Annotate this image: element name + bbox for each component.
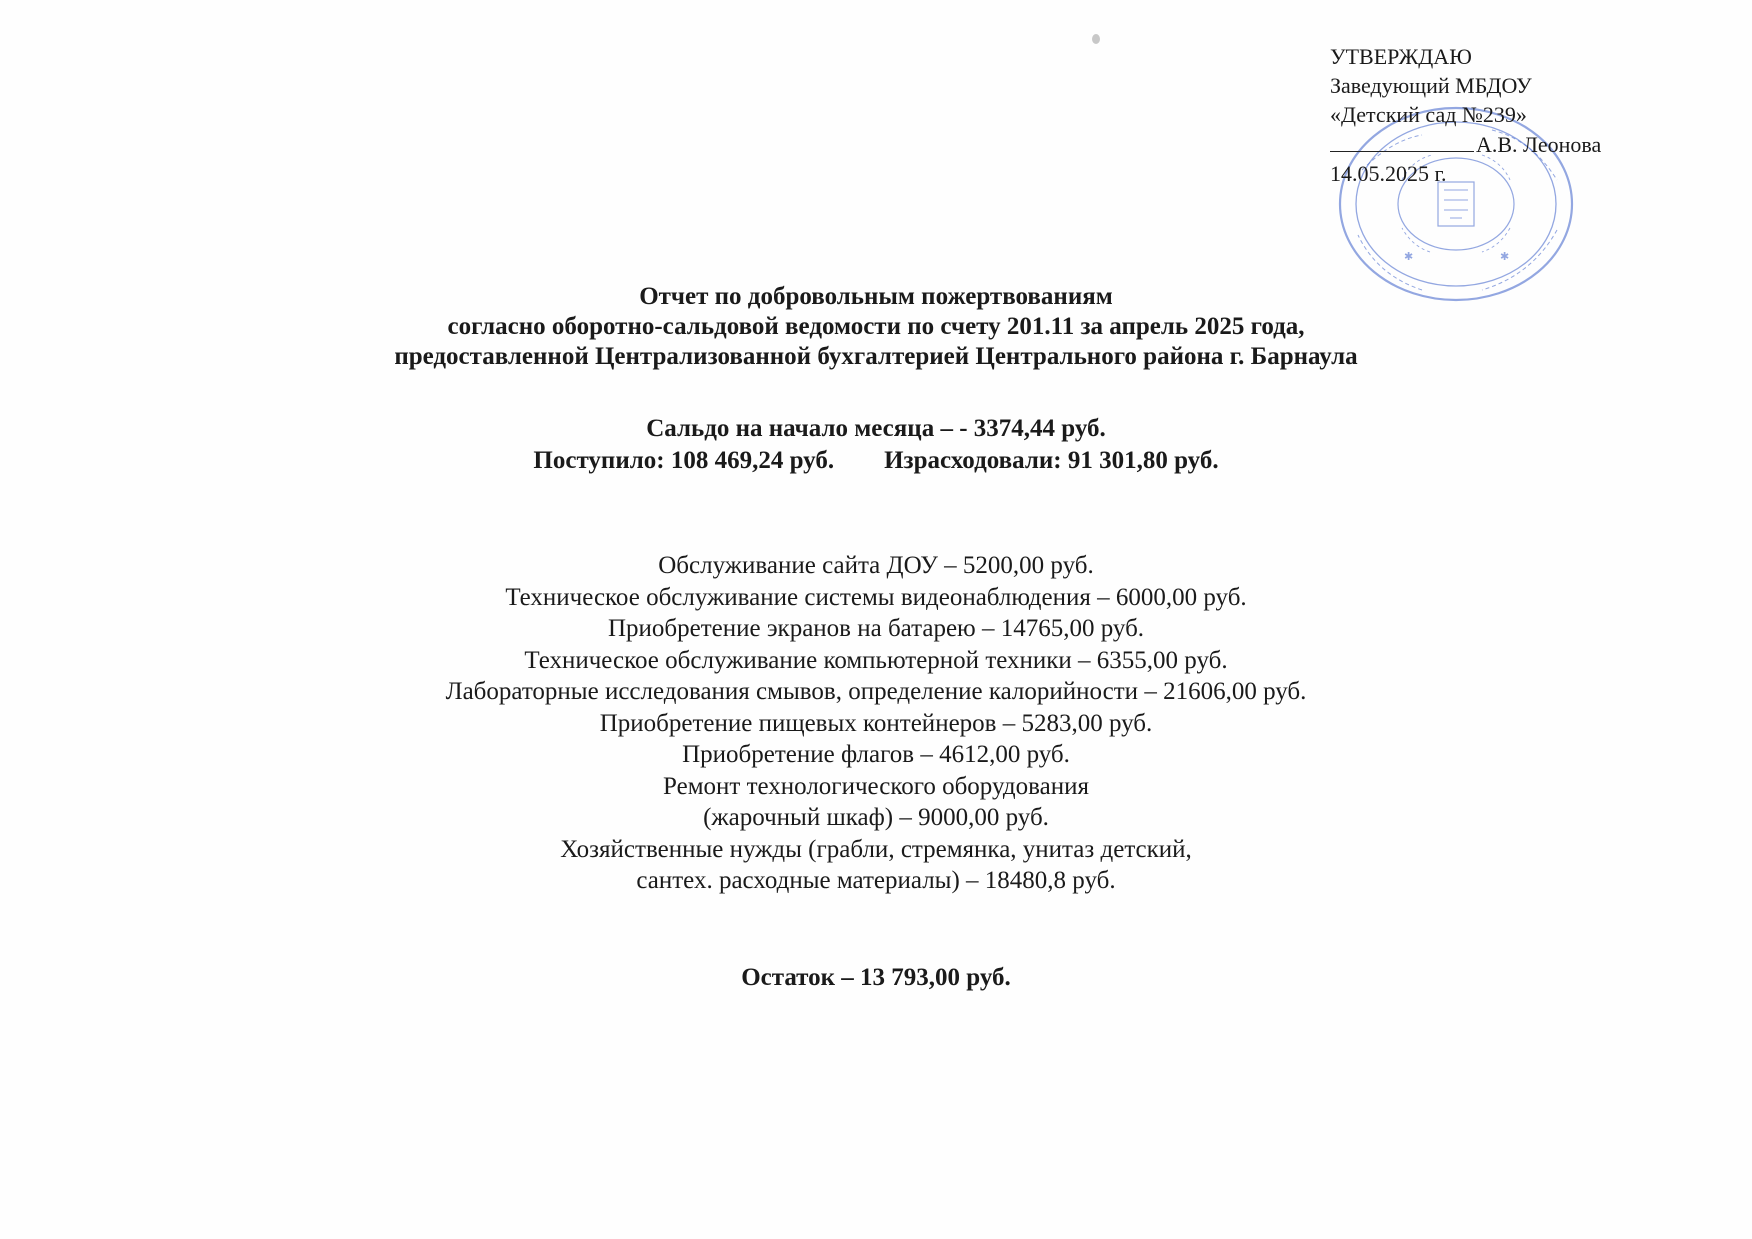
title-line-1: Отчет по добровольным пожертвованиям (639, 283, 1113, 310)
opening-balance: Сальдо на начало месяца – - 3374,44 руб. (646, 415, 1106, 442)
expense-line: Обслуживание сайта ДОУ – 5200,00 руб. (658, 552, 1094, 579)
remainder-total: Остаток – 13 793,00 руб. (741, 964, 1011, 991)
received-spent-row (0, 445, 1752, 477)
expense-line: Техническое обслуживание компьютерной техники – 6355,00 руб. (524, 646, 1228, 674)
expense-list (0, 550, 1752, 897)
signature-line (1330, 129, 1474, 152)
balance-summary (0, 413, 1752, 477)
svg-text:✱: ✱ (1404, 250, 1414, 263)
expense-line: (жарочный шкаф) – 9000,00 руб. (703, 804, 1049, 831)
expense-line: Приобретение пищевых контейнеров – 5283,00 руб. (599, 709, 1153, 737)
approval-position: Заведующий МБДОУ (1330, 73, 1532, 98)
expense-line: Ремонт технологического оборудования (663, 772, 1089, 800)
approval-date: 14.05.2025 г. (1330, 161, 1447, 186)
expense-line: Техническое обслуживание системы видеонаблюдения – 6000,00 руб. (505, 583, 1247, 611)
title-line-3: предоставленной Централизованной бухгалтерией Центрального района г. Барнаула (394, 343, 1358, 370)
title-line-2: согласно оборотно-сальдовой ведомости по счету 201.11 за апрель 2025 года, (447, 313, 1305, 340)
approval-block (1330, 42, 1630, 188)
received-amount: Поступило: 108 469,24 руб. (533, 447, 835, 474)
expense-line: Приобретение экранов на батарею – 14765,00 руб. (607, 615, 1145, 642)
approval-signatory: А.В. Леонова (1476, 132, 1602, 157)
spent-amount: Израсходовали: 91 301,80 руб. (884, 447, 1219, 474)
expense-line: сантех. расходные материалы) – 18480,8 руб. (636, 867, 1116, 894)
svg-text:✱: ✱ (1500, 250, 1510, 263)
expense-line: Лабораторные исследования смывов, определение калорийности – 21606,00 руб. (445, 678, 1307, 705)
approval-organization: «Детский сад №239» (1330, 102, 1527, 127)
approval-heading: УТВЕРЖДАЮ (1330, 44, 1472, 69)
scan-speck (1092, 34, 1100, 44)
expense-line: Приобретение флагов – 4612,00 руб. (682, 741, 1070, 768)
approval-signature-row (1330, 129, 1630, 159)
expense-line: Хозяйственные нужды (грабли, стремянка, унитаз детский, (560, 835, 1192, 863)
